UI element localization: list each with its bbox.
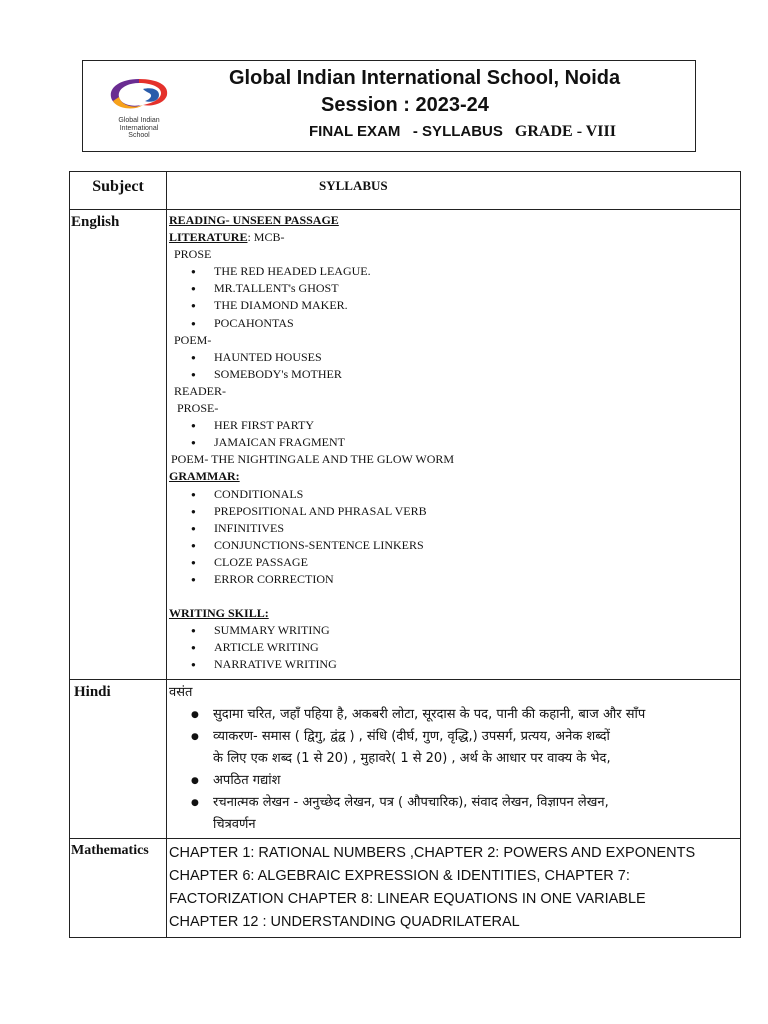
- logo-text: [103, 117, 175, 140]
- hindi-item-continuation: चित्रवर्णन: [213, 817, 256, 833]
- reader-label: READER-: [174, 383, 226, 398]
- hindi-title: वसंत: [169, 685, 193, 701]
- reading-heading: READING- UNSEEN PASSAGE: [169, 213, 339, 227]
- list-item: ● CONJUNCTIONS-SENTENCE LINKERS: [169, 537, 740, 554]
- spacer: [169, 588, 740, 605]
- list-item: ● अपठित गद्यांश: [169, 770, 740, 792]
- list-item: ● व्याकरण- समास ( द्विगु, द्वंद्व ) , संधि (दीर्घ, गुण, वृद्धि,) उपसर्ग, प्रत्यय, अनेक शब्दों: [169, 726, 740, 748]
- table-row-math: [70, 839, 741, 938]
- grammar-heading: GRAMMAR:: [169, 469, 240, 484]
- list-item: ● HER FIRST PARTY: [169, 417, 740, 434]
- exam-title: FINAL EXAM - SYLLABUS: [309, 123, 503, 140]
- hindi-list: [169, 704, 740, 748]
- list-item: ● HAUNTED HOUSES: [169, 349, 740, 366]
- session-title: Session : 2023-24: [321, 94, 489, 116]
- list-item: ● ERROR CORRECTION: [169, 571, 740, 588]
- poem-label: POEM-: [174, 332, 212, 347]
- logo-text-line: School: [128, 132, 150, 139]
- syllabus-column-header: SYLLABUS: [167, 172, 741, 210]
- list-item: ● SOMEBODY's MOTHER: [169, 366, 740, 383]
- subject-hindi: Hindi: [70, 680, 167, 839]
- math-line: CHAPTER 1: RATIONAL NUMBERS ,CHAPTER 2: POWERS AND EXPONENTS: [169, 845, 696, 862]
- list-item: ● CLOZE PASSAGE: [169, 554, 740, 571]
- writing-heading: WRITING SKILL:: [169, 606, 269, 621]
- english-syllabus: [167, 210, 741, 680]
- literature-heading: LITERATURE: [169, 230, 248, 245]
- table-header-row: [70, 172, 741, 210]
- list-item: ● PREPOSITIONAL AND PHRASAL VERB: [169, 503, 740, 520]
- poem-list: [169, 349, 740, 383]
- school-logo: [103, 75, 175, 139]
- table-row-english: [70, 210, 741, 680]
- prose-label: PROSE: [174, 247, 212, 262]
- subject-mathematics: Mathematics: [70, 839, 167, 938]
- list-item: ● MR.TALLENT's GHOST: [169, 280, 740, 297]
- list-item: ● JAMAICAN FRAGMENT: [169, 434, 740, 451]
- math-line: CHAPTER 12 : UNDERSTANDING QUADRILATERAL: [169, 914, 520, 931]
- list-item: ● NARRATIVE WRITING: [169, 656, 740, 673]
- list-item: ● CONDITIONALS: [169, 486, 740, 503]
- table-row-hindi: [70, 680, 741, 839]
- hindi-syllabus: [167, 680, 741, 839]
- literature-suffix: : MCB-: [247, 230, 285, 245]
- hindi-item-continuation: के लिए एक शब्द (1 से 20) , मुहावरे( 1 से 20) , अर्थ के आधार पर वाक्य के भेद,: [213, 751, 611, 767]
- list-item: ● SUMMARY WRITING: [169, 622, 740, 639]
- reader-prose-label: PROSE-: [177, 401, 219, 416]
- exam-line: [309, 123, 616, 141]
- list-item: ● THE RED HEADED LEAGUE.: [169, 263, 740, 280]
- list-item: ● POCAHONTAS: [169, 315, 740, 332]
- subject-english: English: [70, 210, 167, 680]
- reader-prose-list: [169, 417, 740, 451]
- logo-swirl-icon: [103, 75, 175, 117]
- reader-poem: POEM- THE NIGHTINGALE AND THE GLOW WORM: [171, 452, 455, 467]
- prose-list: [169, 263, 740, 331]
- subject-column-header: Subject: [70, 172, 167, 210]
- list-item: ● THE DIAMOND MAKER.: [169, 297, 740, 314]
- list-item: ● INFINITIVES: [169, 520, 740, 537]
- math-line: CHAPTER 6: ALGEBRAIC EXPRESSION & IDENTITIES, CHAPTER 7:: [169, 868, 630, 885]
- list-item: ● रचनात्मक लेखन - अनुच्छेद लेखन, पत्र ( औपचारिक), संवाद लेखन, विज्ञापन लेखन,: [169, 792, 740, 814]
- literature-line: [169, 229, 740, 246]
- list-item: ● सुदामा चरित, जहाँ पहिया है, अकबरी लोटा, सूरदास के पद, पानी की कहानी, बाज और साँप: [169, 704, 740, 726]
- grade-label: GRADE - VIII: [514, 123, 616, 140]
- school-name: Global Indian International School, Noida: [229, 67, 621, 89]
- hindi-list-2: [169, 770, 740, 814]
- list-item: ● ARTICLE WRITING: [169, 639, 740, 656]
- logo-text-line: International: [119, 124, 159, 132]
- header-box: [82, 60, 696, 152]
- syllabus-table: [69, 171, 741, 938]
- logo-text-line: Global Indian: [118, 117, 160, 124]
- writing-list: [169, 622, 740, 673]
- grammar-list: [169, 486, 740, 589]
- math-syllabus: [167, 839, 741, 938]
- math-line: FACTORIZATION CHAPTER 8: LINEAR EQUATIONS IN ONE VARIABLE: [169, 891, 646, 908]
